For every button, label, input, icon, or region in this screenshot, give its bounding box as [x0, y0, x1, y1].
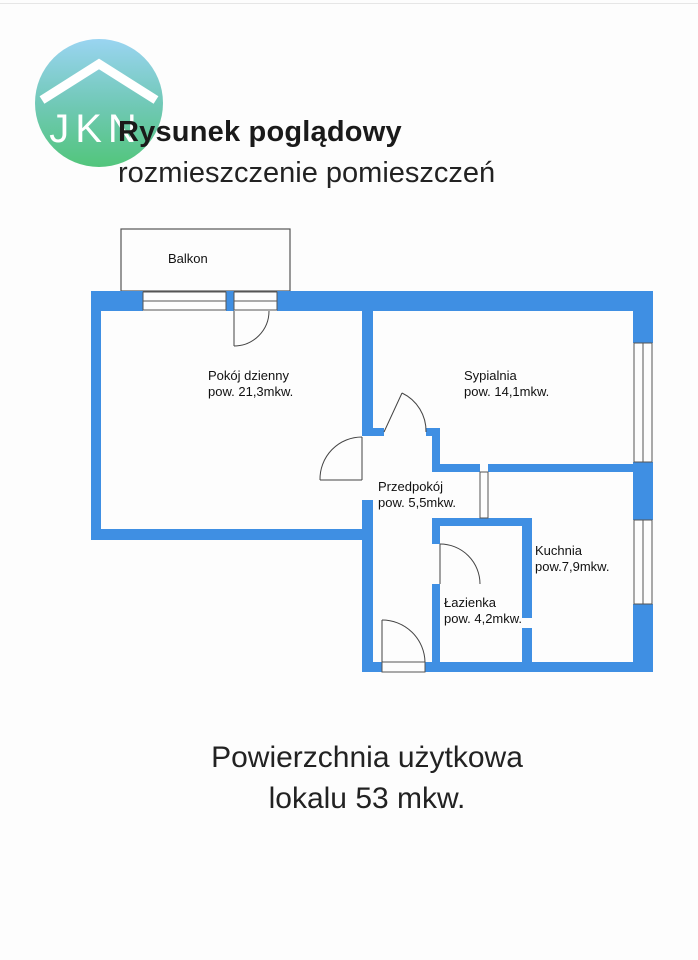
page-title: Rysunek poglądowy [118, 116, 402, 148]
room-name-sypialnia: Sypialnia [464, 368, 517, 383]
room-label-przedpokoj [378, 479, 456, 511]
room-name-kuchnia: Kuchnia [535, 543, 582, 558]
room-area-lazienka: pow. 4,2mkw. [444, 611, 523, 626]
room-area-sypialnia: pow. 14,1mkw. [464, 384, 550, 399]
room-name-pokoj: Pokój dzienny [208, 368, 289, 383]
room-label-pokoj [208, 368, 293, 400]
room-name-przedpokoj: Przedpokój [378, 479, 444, 494]
room-label-balkon [168, 251, 208, 267]
room-label-kuchnia [535, 543, 609, 575]
page-subtitle: rozmieszczenie pomieszczeń [118, 157, 496, 189]
room-label-lazienka [444, 595, 522, 627]
logo-text: JKN [49, 107, 143, 151]
room-name-balkon: Balkon [168, 251, 208, 266]
walls [91, 291, 653, 672]
room-name-lazienka: Łazienka [444, 595, 497, 610]
room-area-kuchnia: pow.7,9mkw. [535, 559, 610, 574]
room-area-przedpokoj: pow. 5,5mkw. [378, 495, 457, 510]
usable-area-line-1: Powierzchnia użytkowa [211, 741, 523, 774]
usable-area-line-2: lokalu 53 mkw. [268, 782, 466, 815]
room-label-sypialnia [464, 368, 549, 400]
room-area-pokoj: pow. 21,3mkw. [208, 384, 294, 399]
